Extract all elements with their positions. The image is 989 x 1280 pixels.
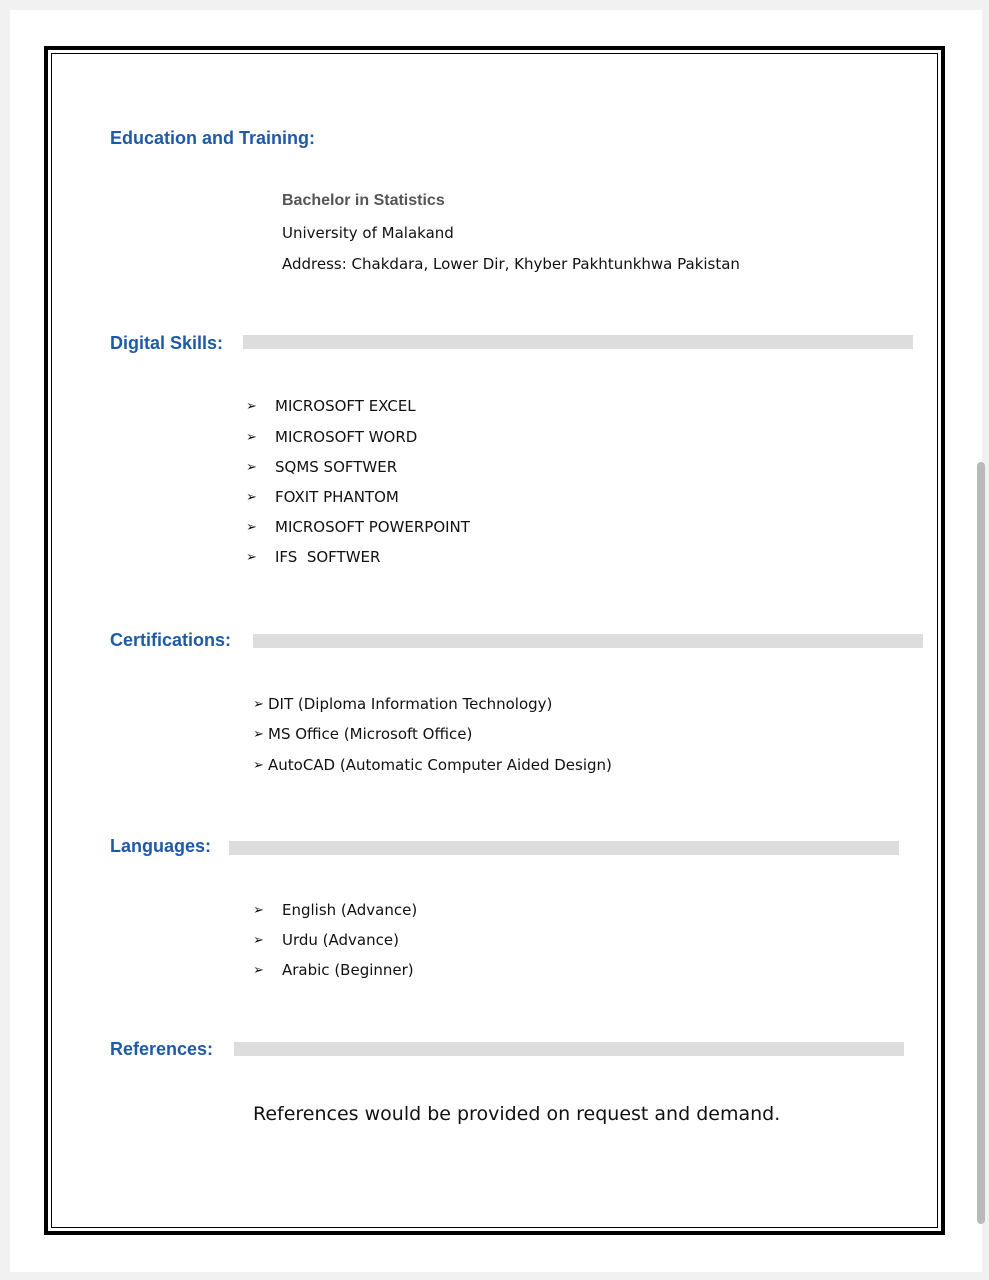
bullet-arrow-icon: ➢ xyxy=(246,520,257,535)
education-heading: Education and Training: xyxy=(110,128,316,148)
languages-heading: Languages: xyxy=(110,836,212,856)
bullet-arrow-icon: ➢ xyxy=(253,758,264,773)
bullet-arrow-icon: ➢ xyxy=(253,727,264,742)
references-text: References would be provided on request and demand. xyxy=(253,1103,781,1125)
skill-item: IFS SOFTWER xyxy=(275,548,381,566)
bullet-arrow-icon: ➢ xyxy=(253,903,264,918)
certifications-divider xyxy=(253,634,923,648)
languages-divider xyxy=(229,841,899,855)
certification-item: AutoCAD (Automatic Computer Aided Design) xyxy=(268,756,612,774)
bullet-arrow-icon: ➢ xyxy=(246,430,257,445)
degree-title: Bachelor in Statistics xyxy=(282,192,445,209)
digital-skills-heading: Digital Skills: xyxy=(110,333,224,353)
skill-item: MICROSOFT POWERPOINT xyxy=(275,518,470,536)
certification-item: DIT (Diploma Information Technology) xyxy=(268,695,553,713)
certifications-heading: Certifications: xyxy=(110,630,232,650)
bullet-arrow-icon: ➢ xyxy=(246,399,257,414)
bullet-arrow-icon: ➢ xyxy=(246,550,257,565)
bullet-arrow-icon: ➢ xyxy=(246,490,257,505)
bullet-arrow-icon: ➢ xyxy=(253,963,264,978)
language-item: Urdu (Advance) xyxy=(282,931,399,949)
scrollbar-thumb[interactable] xyxy=(977,462,985,1224)
language-item: Arabic (Beginner) xyxy=(282,961,414,979)
bullet-arrow-icon: ➢ xyxy=(253,933,264,948)
institution-address: Address: Chakdara, Lower Dir, Khyber Pakhtunkhwa Pakistan xyxy=(282,255,740,273)
digital-skills-divider xyxy=(243,335,913,349)
language-item: English (Advance) xyxy=(282,901,418,919)
skill-item: MICROSOFT EXCEL xyxy=(275,397,416,415)
bullet-arrow-icon: ➢ xyxy=(253,697,264,712)
references-divider xyxy=(234,1042,904,1056)
certification-item: MS Office (Microsoft Office) xyxy=(268,725,473,743)
institution-name: University of Malakand xyxy=(282,224,454,242)
skill-item: MICROSOFT WORD xyxy=(275,428,418,446)
references-heading: References: xyxy=(110,1039,214,1059)
bullet-arrow-icon: ➢ xyxy=(246,460,257,475)
skill-item: SQMS SOFTWER xyxy=(275,458,398,476)
skill-item: FOXIT PHANTOM xyxy=(275,488,399,506)
